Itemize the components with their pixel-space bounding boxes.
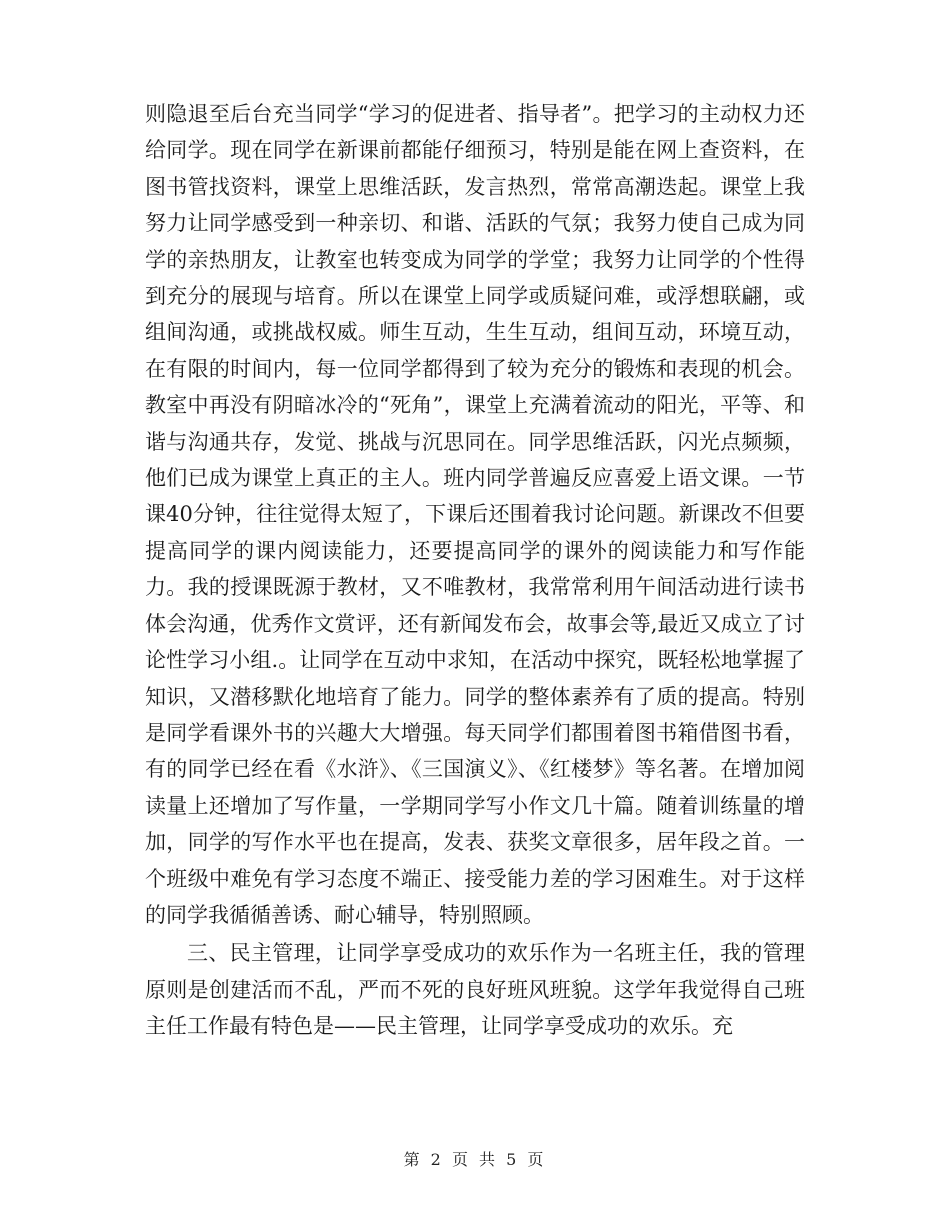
body-paragraph-2-section-heading: 三、民主管理，让同学享受成功的欢乐作为一名班主任，我的管理原则是创建活而不乱，严而不死的良好班风班貌。这学年我觉得自己班主任工作最有特色是——民主管理，让同学享受成功的欢乐。充 bbox=[145, 941, 805, 1039]
page-number-footer: 第 2 页 共 5 页 bbox=[403, 1150, 547, 1169]
document-body bbox=[145, 96, 805, 1045]
body-paragraph-1: 则隐退至后台充当同学“学习的促进者、指导者”。把学习的主动权力还给同学。现在同学在新课前都能仔细预习，特别是能在网上查资料，在图书管找资料，课堂上思维活跃，发言热烈，常常高潮迭起。课堂上我努力让同学感受到一种亲切、和谐、活跃的气氛；我努力使自己成为同学的亲热朋友，让教室也转变成为同学的学堂；我努力让同学的个性得到充分的展现与培育。所以在课堂上同学或质疑问难，或浮想联翩，或组间沟通，或挑战权威。师生互动，生生互动，组间互动，环境互动，在有限的时间内，每一位同学都得到了较为充分的锻炼和表现的机会。教室中再没有阴暗冰冷的“死角”，课堂上充满着流动的阳光，平等、和谐与沟通共存，发觉、挑战与沉思同在。同学思维活跃，闪光点频频，他们已成为课堂上真正的主人。班内同学普遍反应喜爱上语文课。一节课40分钟，往往觉得太短了，下课后还围着我讨论问题。新课改不但要提高同学的课内阅读能力，还要提高同学的课外的阅读能力和写作能力。我的授课既源于教材，又不唯教材，我常常利用午间活动进行读书体会沟通，优秀作文赏评，还有新闻发布会，故事会等,最近又成立了讨论性学习小组.。让同学在互动中求知，在活动中探究，既轻松地掌握了知识，又潜移默化地培育了能力。同学的整体素养有了质的提高。特别是同学看课外书的兴趣大大增强。每天同学们都围着图书箱借图书看，有的同学已经在看《水浒》、《三国演义》、《红楼梦》等名著。在增加阅读量上还增加了写作量，一学期同学写小作文几十篇。随着训练量的增加，同学的写作水平也在提高，发表、获奖文章很多，居年段之首。一个班级中难免有学习态度不端正、接受能力差的学习困难生。对于这样的同学我循循善诱、耐心辅导，特别照顾。 bbox=[145, 102, 805, 927]
